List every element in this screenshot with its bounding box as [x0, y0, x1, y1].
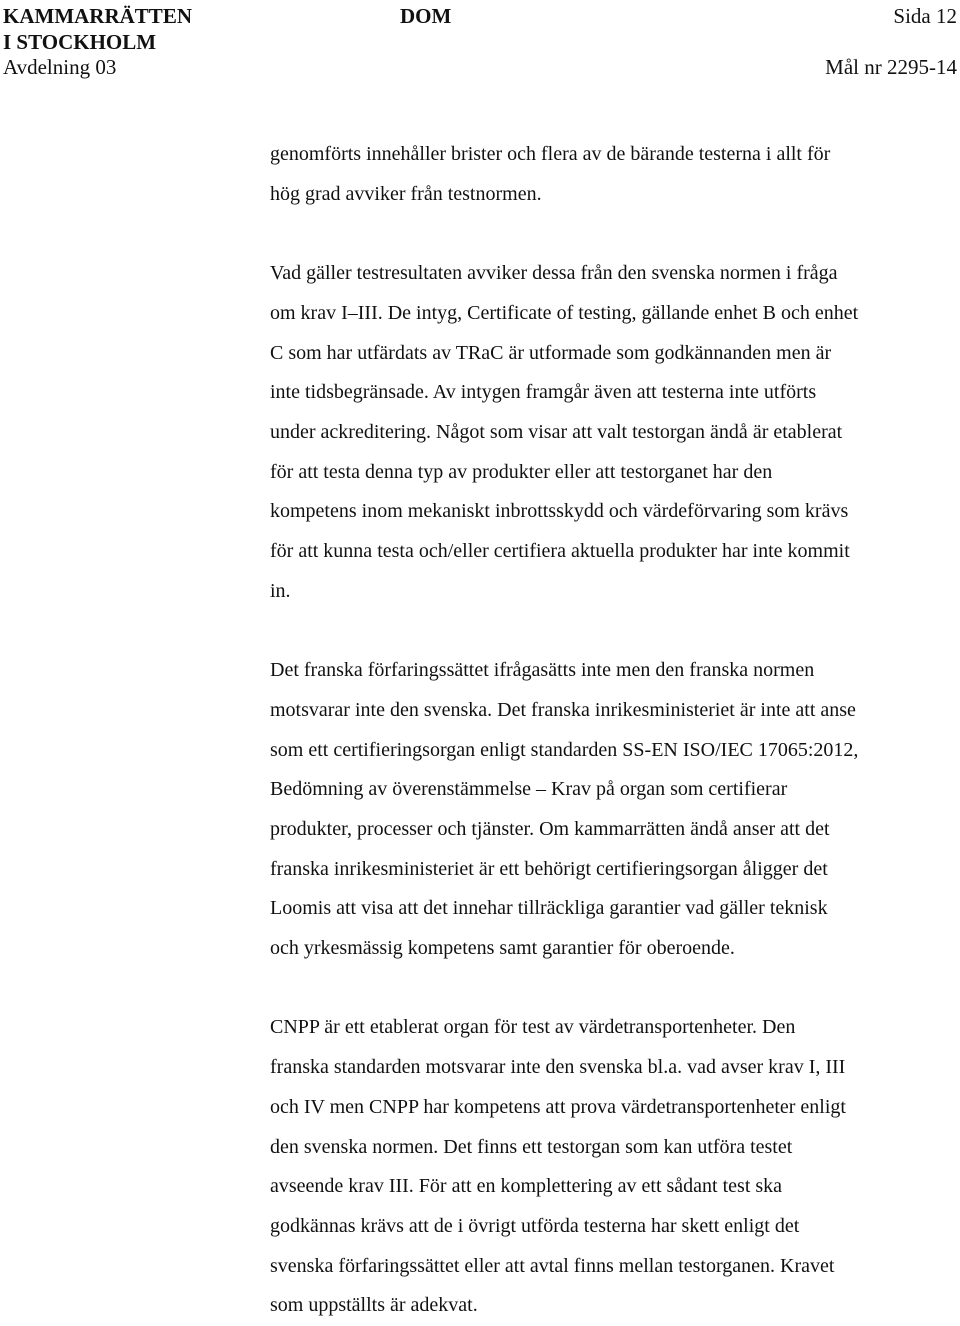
paragraph-1: genomförts innehåller brister och flera av de bärande testerna i allt för hög grad avviker från testnormen.	[270, 143, 831, 205]
page-header	[0, 0, 960, 84]
court-name-line-2: I STOCKHOLM	[3, 30, 157, 54]
paragraph-2: Vad gäller testresultaten avviker dessa från den svenska normen i fråga om krav I–III. De intyg, Certificate of testing, gällande enhet B och enhet C som har utfärdats av TRaC är utformade som godkännanden men är inte tidsbegränsade. Av intygen framgår även att testerna inte utförts under ackreditering. Något som visar att valt testorgan ändå är etablerat för att testa denna typ av produkter eller att testorganet har den kompetens inom mekaniskt inbrottsskydd och värdeförvaring som krävs för att kunna testa och/eller certifiera aktuella produkter har inte kommit in.	[270, 262, 859, 602]
document-type: DOM	[400, 4, 452, 28]
court-name-line-1: KAMMARRÄTTEN	[3, 4, 192, 28]
paragraph-4: CNPP är ett etablerat organ för test av värdetransportenheter. Den franska standarden motsvarar inte den svenska bl.a. vad avser krav I, III och IV men CNPP har kompetens att prova värdetransportenheter enligt den svenska normen. Det finns ett testorgan som kan utföra testet avseende krav III. För att en komplettering av ett sådant test ska godkännas krävs att de i övrigt utförda testerna har skett enligt det svenska förfaringssättet eller att avtal finns mellan testorganen. Kravet som uppställts är adekvat.	[270, 1016, 846, 1317]
division-label: Avdelning 03	[3, 55, 117, 79]
paragraph-3: Det franska förfaringssättet ifrågasätts inte men den franska normen motsvarar inte den svenska. Det franska inrikesministeriet är inte att anse som ett certifieringsorgan enligt standarden SS-EN ISO/IEC 17065:2012, Bedömning av överenstämmelse – Krav på organ som certifierar produkter, processer och tjänster. Om kammarrätten ändå anser att det franska inrikesministeriet är ett behörigt certifieringsorgan åligger det Loomis att visa att det innehar tillräckliga garantier vad gäller teknisk och yrkesmässig kompetens samt garantier för oberoende.	[270, 659, 859, 960]
page-number: Sida 12	[893, 4, 957, 28]
document-body	[270, 135, 950, 1326]
case-number: Mål nr 2295-14	[825, 55, 957, 79]
